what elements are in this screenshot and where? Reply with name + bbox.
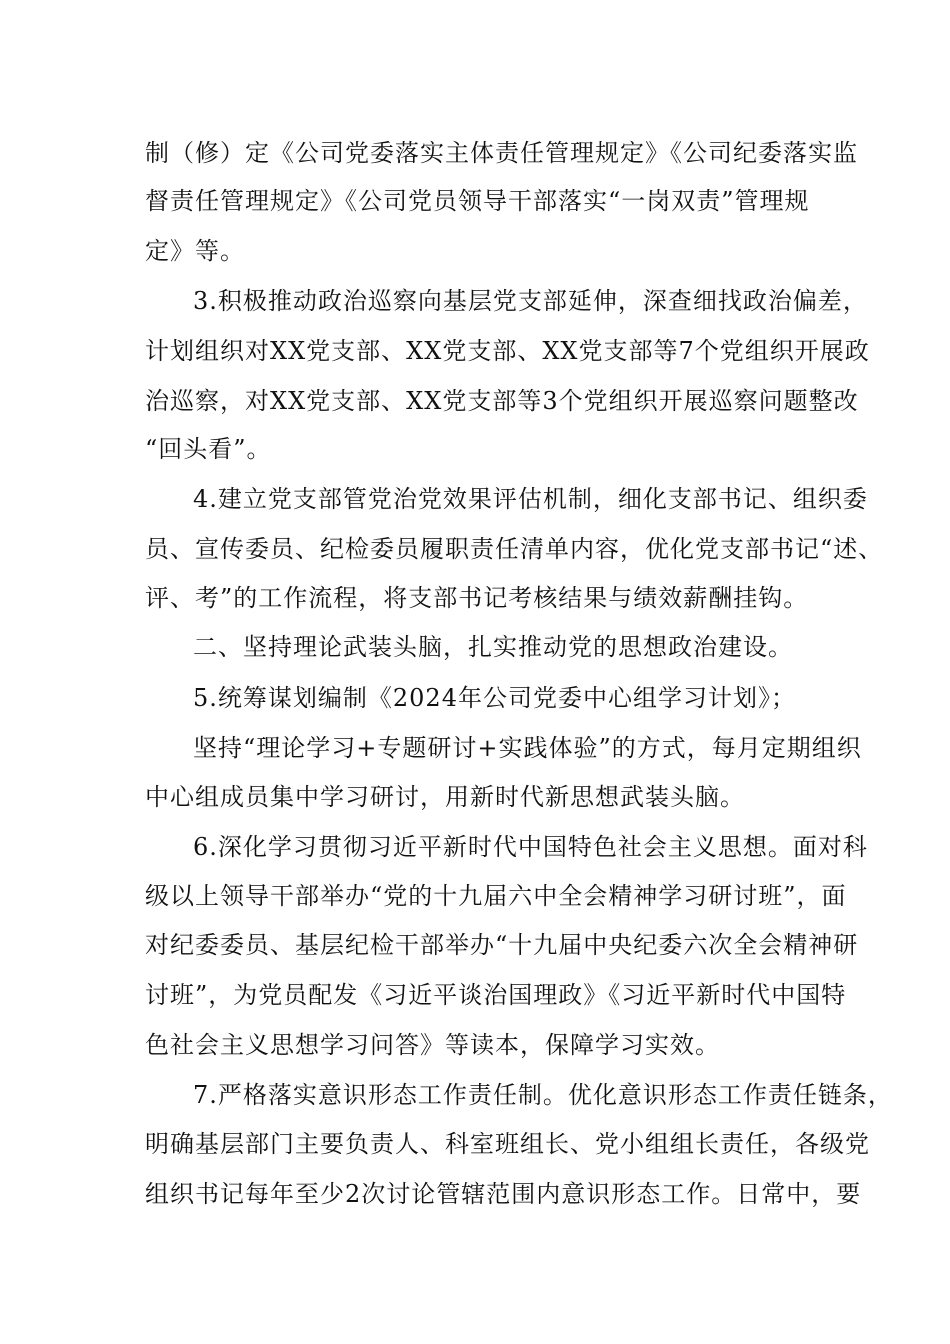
text-line: 7.严格落实意识形态工作责任制。优化意识形态工作责任链条， bbox=[193, 1081, 893, 1109]
text-line: 治巡察，对XX党支部、XX党支部等3个党组织开展巡察问题整改 bbox=[145, 387, 859, 415]
section-heading: 二、坚持理论武装头脑，扎实推动党的思想政治建设。 bbox=[193, 633, 793, 661]
text-line: 级以上领导干部举办“党的十九届六中全会精神学习研讨班”，面 bbox=[145, 882, 847, 910]
text-line: 组织书记每年至少2次讨论管辖范围内意识形态工作。日常中，要 bbox=[145, 1180, 862, 1208]
text-line: 讨班”，为党员配发《习近平谈治国理政》《习近平新时代中国特 bbox=[145, 981, 847, 1009]
text-line: “回头看”。 bbox=[145, 435, 272, 463]
text-line: 员、宣传委员、纪检委员履职责任清单内容，优化党支部书记“述、 bbox=[145, 535, 884, 563]
text-line: 6.深化学习贯彻习近平新时代中国特色社会主义思想。面对科 bbox=[193, 833, 868, 861]
text-line: 色社会主义思想学习问答》等读本，保障学习实效。 bbox=[145, 1031, 720, 1059]
text-line: 计划组织对XX党支部、XX党支部、XX党支部等7个党组织开展政 bbox=[145, 337, 870, 365]
text-line: 坚持“理论学习+专题研讨+实践体验”的方式，每月定期组织 bbox=[193, 734, 862, 762]
text-line: 定》等。 bbox=[145, 237, 245, 265]
text-line: 中心组成员集中学习研讨，用新时代新思想武装头脑。 bbox=[145, 783, 745, 811]
text-line: 明确基层部门主要负责人、科室班组长、党小组组长责任，各级党 bbox=[145, 1130, 870, 1158]
text-line: 4.建立党支部管党治党效果评估机制，细化支部书记、组织委 bbox=[193, 485, 868, 513]
text-line: 5.统筹谋划编制《2024年公司党委中心组学习计划》； bbox=[193, 684, 796, 712]
text-line: 评、考”的工作流程，将支部书记考核结果与绩效薪酬挂钩。 bbox=[145, 584, 809, 612]
text-line: 制（修）定《公司党委落实主体责任管理规定》《公司纪委落实监 bbox=[145, 139, 858, 167]
text-line: 对纪委委员、基层纪检干部举办“十九届中央纪委六次全会精神研 bbox=[145, 931, 859, 959]
text-line: 3.积极推动政治巡察向基层党支部延伸，深查细找政治偏差， bbox=[193, 287, 868, 315]
text-line: 督责任管理规定》《公司党员领导干部落实“一岗双责”管理规 bbox=[145, 187, 810, 215]
